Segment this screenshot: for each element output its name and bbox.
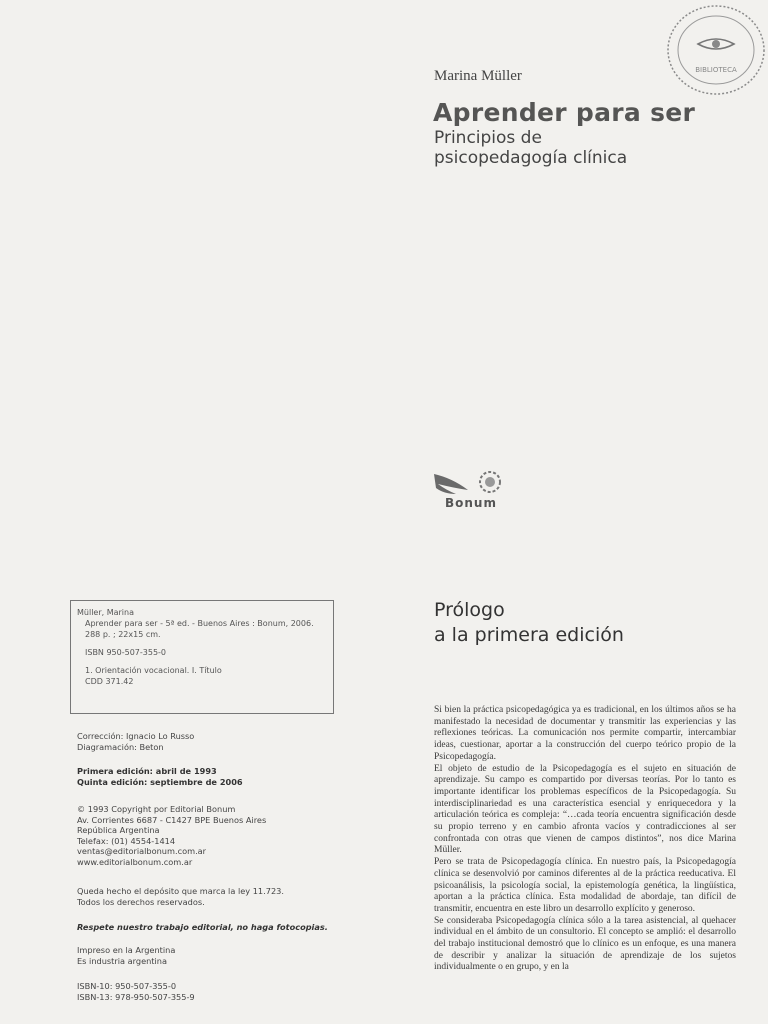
catalog-title: Aprender para ser - 5ª ed. - Buenos Aires : Bonum, 2006. [85,619,314,628]
credit-layout: Diagramación: Beton [77,741,164,752]
author-name: Marina Müller [434,68,522,84]
prologue-paragraph: El objeto de estudio de la Psicopedagogía es el sujeto en situación de aprendizaje. Su campo es compartido por diversas teorías. Por lo tanto es importante identificar los problemas específicos de la Psicopedagogía. Su interdisciplinariedad es una característica esencial y enriquecedora y la articulación teórica es compleja: “…cada teoría encuentra significación desde su propio terreno y en cambio afronta vacíos y contradicciones al ser confrontada con otras que vienen de campos distintos”, nos dice Marina Müller. [434,763,736,856]
isbn-13: ISBN-13: 978-950-507-355-9 [77,991,195,1002]
credits-editions [77,766,367,787]
stamp-text: BIBLIOTECA [695,66,737,74]
prologue-paragraph: Se consideraba Psicopedagogía clínica sólo a la tarea asistencial, al quehacer individual en el ámbito de un consultorio. El concepto se amplió: el desarrollo del trabajo institucional demostró que lo clínico es un enfoque, es una manera de describir y analizar la situación de aprendizaje de los sujetos individualmente o en grupo, y en la [434,915,736,973]
catalog-cdd: CDD 371.42 [85,677,134,686]
book-subtitle [434,128,734,168]
first-edition: Primera edición: abril de 1993 [77,766,217,776]
credits-legal [77,886,367,907]
book-title: Aprender para ser [433,98,696,127]
publisher-web: www.editorialbonum.com.ar [77,856,193,867]
prologue-paragraph: Pero se trata de Psicopedagogía clínica. En nuestro país, la Psicopedagogía clínica se desenvolvió por caminos diferentes al de la práctica reeducativa. El psicoanálisis, la psicología social, la epistemología genética, la lingüística, aportan a la práctica clínica. Esta modalidad de abordaje, tan difícil de transmitir, encuentra en este libro un desarrollo explícito y generoso. [434,857,736,914]
copy-notice: Respete nuestro trabajo editorial, no haga fotocopias. [77,922,328,932]
prologue-title-line-2: a la primera edición [434,624,624,646]
credits-isbn [77,981,367,1002]
industry: Es industria argentina [77,955,167,966]
publisher-address: Av. Corrientes 6687 - C1427 BPE Buenos Aires [77,814,267,825]
credit-correction: Corrección: Ignacio Lo Russo [77,731,195,741]
credits-publisher [77,804,367,868]
publisher-logo-text: Bonum [445,496,497,510]
prologue-title [434,598,624,648]
credits-notice [77,922,367,933]
catalog-isbn: ISBN 950-507-355-0 [85,648,167,657]
publisher-country: República Argentina [77,825,160,836]
subtitle-line-1: Principios de [434,128,542,148]
prologue-paragraph: Si bien la práctica psicopedagógica ya es tradicional, en los últimos años se ha manifestado la necesidad de documentar y transmitir las experiencias y las reflexiones teóricas. La comunicación nos permite compartir, intercambiar ideas, cuestionar, aportar a la construcción del cuerpo teórico propio de la Psicopedagogía. [434,705,736,762]
library-stamp-icon [650,2,768,102]
printed-in: Impreso en la Argentina [77,945,176,955]
copyright: © 1993 Copyright por Editorial Bonum [77,804,236,814]
prologue-title-line-1: Prólogo [434,599,505,621]
prologue-body [434,705,736,1024]
publisher-email: ventas@editorialbonum.com.ar [77,846,207,857]
legal-deposit: Queda hecho el depósito que marca la ley 11.723. [77,886,284,896]
legal-rights: Todos los derechos reservados. [77,896,205,907]
publisher-phone: Telefax: (01) 4554-1414 [77,835,176,846]
catalog-pages: 288 p. ; 22x15 cm. [85,630,161,639]
credits-print [77,945,367,966]
catalog-subject: 1. Orientación vocacional. I. Título [85,666,222,675]
credits-staff [77,731,367,752]
subtitle-line-2: psicopedagogía clínica [434,148,628,168]
fifth-edition: Quinta edición: septiembre de 2006 [77,776,243,787]
isbn-10: ISBN-10: 950-507-355-0 [77,981,177,991]
catalog-card [70,600,334,714]
catalog-author: Müller, Marina [77,608,135,617]
